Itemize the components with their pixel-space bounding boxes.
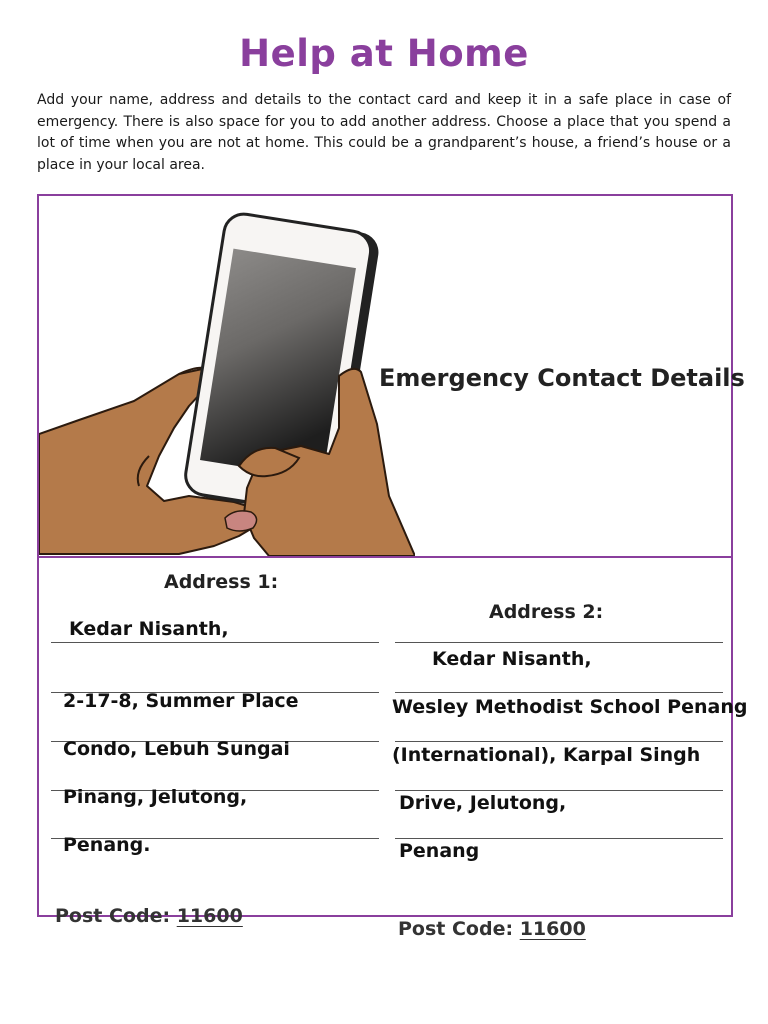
address2-line: Wesley Methodist School Penang [392, 696, 748, 718]
address2-rule [395, 692, 723, 693]
contact-card [37, 194, 748, 940]
address2-line: Penang [399, 840, 480, 862]
address2-line: Drive, Jelutong, [399, 792, 567, 814]
page-title: Help at Home [239, 32, 529, 75]
postcode-label: Post Code: [55, 905, 171, 927]
intro-paragraph: Add your name, address and details to the contact card and keep it in a safe place in case of emergency. There is also space for you to add another address. Choose a place that you spend a lot of time when you are not at home. This could be a grandparent’s house, a friend’s house or a place in your local area. [37, 92, 731, 173]
address2-line: Kedar Nisanth, [432, 648, 592, 670]
address2-rule [395, 642, 723, 643]
address2-label: Address 2: [489, 601, 604, 623]
address2-rule [395, 838, 723, 839]
address2-rule [395, 741, 723, 742]
postcode-label: Post Code: [398, 918, 514, 940]
card-heading: Emergency Contact Details [379, 364, 745, 392]
address2-rule [395, 790, 723, 791]
address1-line: Pinang, Jelutong, [63, 786, 248, 808]
card-divider [39, 556, 731, 558]
address1-line: Kedar Nisanth, [69, 618, 229, 640]
address1-postcode [55, 905, 243, 927]
address1-line: Penang. [63, 834, 151, 856]
hands-holding-phone-illustration [39, 196, 415, 556]
address1-line: Condo, Lebuh Sungai [63, 738, 290, 760]
address1-label: Address 1: [164, 571, 279, 593]
postcode-value: 11600 [519, 918, 586, 940]
address1-rule [51, 642, 379, 643]
address1-line: 2-17-8, Summer Place [63, 690, 299, 712]
address2-postcode [398, 918, 586, 940]
address2-line: (International), Karpal Singh [392, 744, 701, 766]
postcode-value: 11600 [176, 905, 243, 927]
